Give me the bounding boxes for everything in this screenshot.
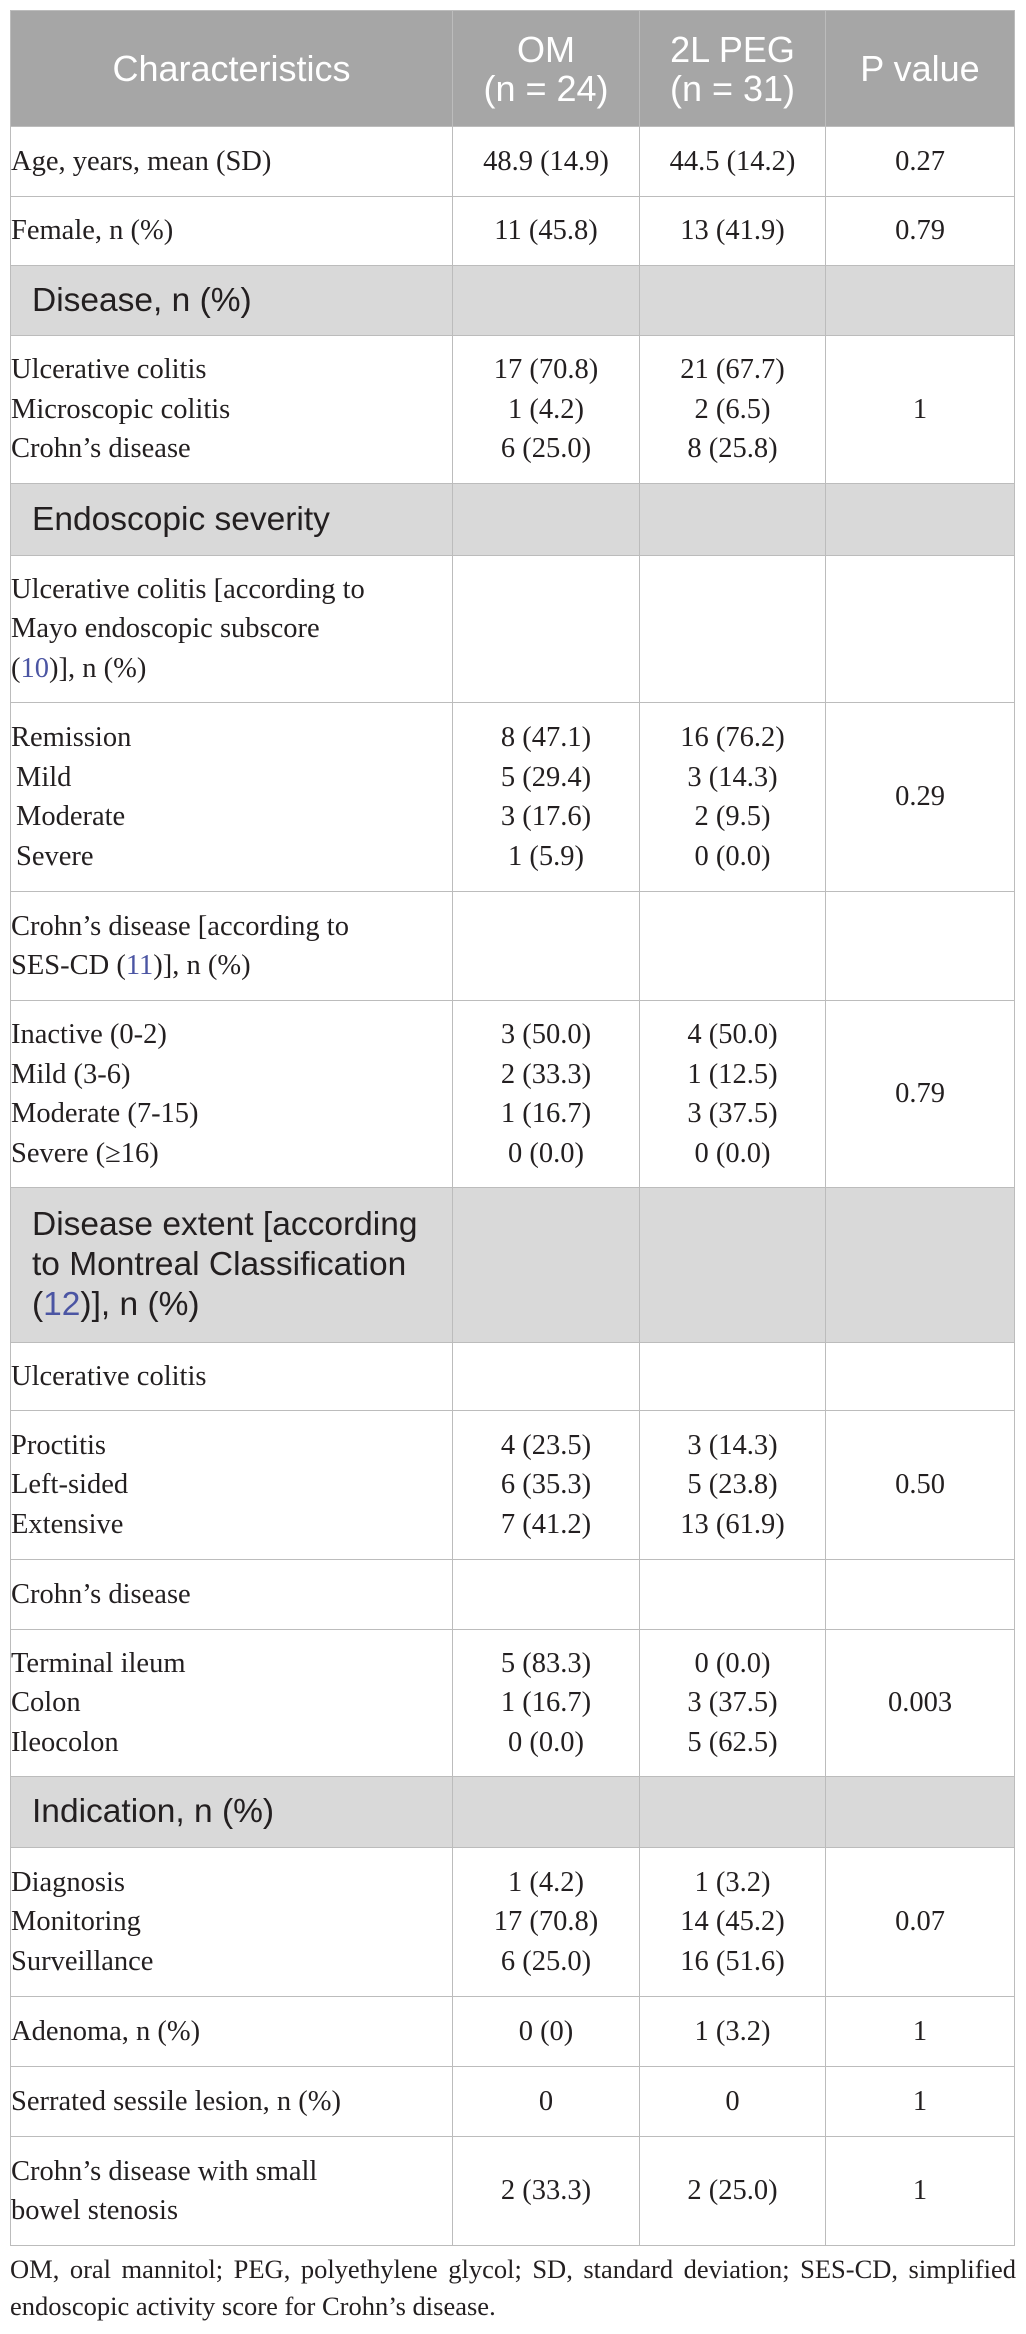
extent-cd-om-values xyxy=(453,1630,640,1777)
serrated-lesion-label: Serrated sessile lesion, n (%) xyxy=(11,2067,453,2137)
section-empty-cell xyxy=(826,266,1015,336)
list-item-label: Inactive (0-2) xyxy=(11,1019,167,1050)
list-item-label: Extensive xyxy=(11,1508,124,1540)
list-item-value: 4 (50.0) xyxy=(687,1019,778,1050)
empty-cell xyxy=(826,1560,1015,1630)
list-item-label: Proctitis xyxy=(11,1429,107,1461)
list-item-value: 1 (4.2) xyxy=(508,393,584,425)
female-row xyxy=(11,197,1015,266)
list-item-value: 5 (29.4) xyxy=(500,761,592,793)
list-item-value: 13 (61.9) xyxy=(680,1508,785,1540)
list-item-value: 5 (83.3) xyxy=(500,1647,592,1679)
section-empty-cell xyxy=(453,484,640,556)
uc-mayo-subheading-row xyxy=(11,556,1015,703)
age-peg-value: 44.5 (14.2) xyxy=(640,127,826,197)
empty-cell xyxy=(826,892,1015,1001)
list-item-value: 0 (0.0) xyxy=(508,1726,584,1758)
stenosis-om-value: 2 (33.3) xyxy=(453,2137,640,2246)
section-empty-cell xyxy=(826,1188,1015,1343)
list-item-value: 3 (14.3) xyxy=(687,1429,778,1461)
extent-uc-breakdown-row xyxy=(11,1411,1015,1560)
female-om-value: 11 (45.8) xyxy=(453,197,640,266)
empty-cell xyxy=(453,1343,640,1411)
adenoma-label: Adenoma, n (%) xyxy=(11,1997,453,2067)
empty-cell xyxy=(640,892,826,1001)
ref-suffix: )], n (%) xyxy=(49,652,147,684)
disease-section-row xyxy=(11,266,1015,336)
uc-mayo-om-values xyxy=(453,703,640,892)
citation-link: 11 xyxy=(125,950,154,981)
list-item-value: 1 (4.2) xyxy=(508,1866,584,1898)
extent-cd-peg-values xyxy=(640,1630,826,1777)
extent-cd-p-value: 0.003 xyxy=(826,1630,1015,1777)
list-item-label: Surveillance xyxy=(11,1945,154,1977)
list-item-label: Mild (3-6) xyxy=(11,1058,131,1090)
list-item-label: Monitoring xyxy=(11,1906,141,1938)
characteristics-table xyxy=(10,10,1015,2246)
extent-uc-om-values xyxy=(453,1411,640,1560)
empty-cell xyxy=(453,892,640,1001)
adenoma-peg-value: 1 (3.2) xyxy=(640,1997,826,2067)
disease-breakdown-row xyxy=(11,336,1015,484)
uc-mayo-breakdown-row xyxy=(11,703,1015,892)
indication-om-values xyxy=(453,1848,640,1997)
ref-suffix: )], n (%) xyxy=(153,950,251,981)
list-item-label: Terminal ileum xyxy=(11,1647,186,1679)
serrated-lesion-row xyxy=(11,2067,1015,2137)
list-item-value: 2 (9.5) xyxy=(694,801,771,832)
stenosis-p-value: 1 xyxy=(826,2137,1015,2246)
list-item-value: 3 (50.0) xyxy=(500,1019,592,1050)
section-empty-cell xyxy=(640,266,826,336)
list-item-value: 21 (67.7) xyxy=(680,354,785,386)
indication-p-value: 0.07 xyxy=(826,1848,1015,1997)
section-empty-cell xyxy=(453,1777,640,1848)
stenosis-label-line: Crohn’s disease with small xyxy=(11,2155,318,2187)
list-item-value: 3 (14.3) xyxy=(687,761,778,793)
citation-link: 10 xyxy=(20,652,49,684)
extent-uc-subheading: Ulcerative colitis xyxy=(11,1343,453,1411)
uc-mayo-label-line: Ulcerative colitis [according to xyxy=(11,573,365,605)
uc-mayo-label-line: Mayo endoscopic subscore xyxy=(11,613,320,645)
disease-peg-values xyxy=(640,336,826,484)
age-om-value: 48.9 (14.9) xyxy=(453,127,640,197)
disease-extent-heading-line: to Montreal Classification xyxy=(32,1246,407,1283)
header-characteristics: Characteristics xyxy=(11,11,453,127)
empty-cell xyxy=(640,1560,826,1630)
adenoma-row xyxy=(11,1997,1015,2067)
table-footnote xyxy=(10,2251,1016,2325)
list-item-value: 0 (0.0) xyxy=(508,1137,584,1169)
empty-cell xyxy=(826,556,1015,703)
list-item-value: 7 (41.2) xyxy=(500,1508,592,1540)
list-item-label: Ileocolon xyxy=(11,1726,119,1758)
list-item-value: 5 (62.5) xyxy=(687,1726,778,1758)
list-item-value: 8 (47.1) xyxy=(500,722,592,753)
cd-sescd-subheading-row xyxy=(11,892,1015,1001)
ref-prefix: ( xyxy=(32,1286,44,1323)
uc-mayo-subheading xyxy=(11,556,453,703)
extent-cd-subheading-row xyxy=(11,1560,1015,1630)
list-item-label: Crohn’s disease xyxy=(11,433,191,465)
uc-mayo-peg-values xyxy=(640,703,826,892)
adenoma-om-value: 0 (0) xyxy=(453,1997,640,2067)
age-row xyxy=(11,127,1015,197)
list-item-value: 0 (0.0) xyxy=(694,1137,771,1169)
extent-uc-labels xyxy=(11,1411,453,1560)
serrated-lesion-peg-value: 0 xyxy=(640,2067,826,2137)
extent-cd-subheading: Crohn’s disease xyxy=(11,1560,453,1630)
indication-section-row xyxy=(11,1777,1015,1848)
ref-suffix: )], n (%) xyxy=(80,1286,200,1323)
list-item-value: 2 (33.3) xyxy=(500,1058,592,1090)
extent-uc-subheading-row xyxy=(11,1343,1015,1411)
list-item-label: Severe xyxy=(16,840,94,872)
serrated-lesion-p-value: 1 xyxy=(826,2067,1015,2137)
header-row xyxy=(11,11,1015,127)
list-item-label: Severe (≥16) xyxy=(11,1137,159,1169)
list-item-value: 1 (5.9) xyxy=(508,840,584,872)
disease-om-values xyxy=(453,336,640,484)
empty-cell xyxy=(640,1343,826,1411)
cd-sescd-subheading xyxy=(11,892,453,1001)
endoscopic-severity-heading: Endoscopic severity xyxy=(11,484,453,556)
indication-labels xyxy=(11,1848,453,1997)
stenosis-peg-value: 2 (25.0) xyxy=(640,2137,826,2246)
list-item-value: 1 (16.7) xyxy=(500,1687,592,1719)
disease-extent-section-row xyxy=(11,1188,1015,1343)
cd-sescd-p-value: 0.79 xyxy=(826,1001,1015,1188)
list-item-value: 6 (25.0) xyxy=(500,1945,592,1977)
list-item-value: 0 (0.0) xyxy=(694,840,771,872)
empty-cell xyxy=(826,1343,1015,1411)
empty-cell xyxy=(640,556,826,703)
list-item-value: 16 (51.6) xyxy=(680,1945,785,1977)
section-empty-cell xyxy=(640,1188,826,1343)
list-item-value: 6 (35.3) xyxy=(500,1469,592,1501)
age-label: Age, years, mean (SD) xyxy=(11,127,453,197)
list-item-value: 6 (25.0) xyxy=(500,433,592,465)
section-empty-cell xyxy=(640,1777,826,1848)
uc-mayo-label-line xyxy=(11,649,452,689)
list-item-value: 14 (45.2) xyxy=(680,1906,785,1938)
header-om xyxy=(453,11,640,127)
footnote-line: endoscopic activity score for Crohn’s disease. xyxy=(10,2291,496,2321)
extent-uc-p-value: 0.50 xyxy=(826,1411,1015,1560)
citation-link: 12 xyxy=(43,1286,81,1323)
list-item-value: 3 (17.6) xyxy=(500,801,592,832)
disease-section-heading: Disease, n (%) xyxy=(11,266,453,336)
list-item-value: 4 (23.5) xyxy=(500,1429,592,1461)
list-item-value: 1 (16.7) xyxy=(500,1098,592,1129)
disease-type-labels xyxy=(11,336,453,484)
female-peg-value: 13 (41.9) xyxy=(640,197,826,266)
header-peg xyxy=(640,11,826,127)
section-empty-cell xyxy=(826,1777,1015,1848)
stenosis-label-line: bowel stenosis xyxy=(11,2195,179,2226)
list-item-label: Ulcerative colitis xyxy=(11,354,207,386)
list-item-label: Diagnosis xyxy=(11,1866,125,1898)
header-peg-n: (n = 31) xyxy=(669,67,796,109)
extent-cd-labels xyxy=(11,1630,453,1777)
cd-sescd-label-line: Crohn’s disease [according to xyxy=(11,910,349,942)
cd-sescd-peg-values xyxy=(640,1001,826,1188)
list-item-value: 8 (25.8) xyxy=(687,433,778,465)
cd-sescd-label-line xyxy=(11,946,452,986)
list-item-value: 1 (12.5) xyxy=(687,1058,778,1090)
footnote-line: OM, oral mannitol; PEG, polyethylene glycol; SD, standard deviation; SES-CD, simplified xyxy=(10,2254,1016,2284)
header-p-value: P value xyxy=(826,11,1015,127)
indication-peg-values xyxy=(640,1848,826,1997)
section-empty-cell xyxy=(453,266,640,336)
list-item-label: Moderate xyxy=(16,801,126,832)
list-item-value: 3 (37.5) xyxy=(687,1687,778,1719)
disease-extent-heading xyxy=(11,1188,453,1343)
header-om-name: OM xyxy=(517,28,575,70)
header-om-n: (n = 24) xyxy=(483,67,609,109)
list-item-value: 17 (70.8) xyxy=(493,1906,599,1938)
indication-breakdown-row xyxy=(11,1848,1015,1997)
list-item-value: 1 (3.2) xyxy=(694,1866,771,1898)
section-empty-cell xyxy=(640,484,826,556)
disease-p-value: 1 xyxy=(826,336,1015,484)
uc-mayo-p-value: 0.29 xyxy=(826,703,1015,892)
disease-extent-heading-line xyxy=(32,1285,452,1325)
list-item-label: Left-sided xyxy=(11,1469,129,1501)
stenosis-row xyxy=(11,2137,1015,2246)
female-p-value: 0.79 xyxy=(826,197,1015,266)
uc-mayo-labels xyxy=(11,703,453,892)
empty-cell xyxy=(453,556,640,703)
adenoma-p-value: 1 xyxy=(826,1997,1015,2067)
list-item-value: 5 (23.8) xyxy=(687,1469,778,1501)
list-item-label: Moderate (7-15) xyxy=(11,1098,199,1129)
empty-cell xyxy=(453,1560,640,1630)
section-empty-cell xyxy=(453,1188,640,1343)
extent-cd-breakdown-row xyxy=(11,1630,1015,1777)
cd-sescd-om-values xyxy=(453,1001,640,1188)
extent-uc-peg-values xyxy=(640,1411,826,1560)
list-item-label: Colon xyxy=(11,1687,81,1719)
cd-sescd-breakdown-row xyxy=(11,1001,1015,1188)
list-item-label: Remission xyxy=(11,722,132,753)
serrated-lesion-om-value: 0 xyxy=(453,2067,640,2137)
list-item-value: 17 (70.8) xyxy=(493,354,599,386)
ref-prefix: ( xyxy=(11,652,21,684)
endoscopic-severity-section-row xyxy=(11,484,1015,556)
list-item-value: 16 (76.2) xyxy=(680,722,785,753)
list-item-value: 3 (37.5) xyxy=(687,1098,778,1129)
stenosis-label xyxy=(11,2137,453,2246)
list-item-label: Mild xyxy=(16,761,72,793)
section-empty-cell xyxy=(826,484,1015,556)
list-item-value: 0 (0.0) xyxy=(694,1647,771,1679)
age-p-value: 0.27 xyxy=(826,127,1015,197)
ref-prefix: SES-CD ( xyxy=(11,950,126,981)
indication-heading: Indication, n (%) xyxy=(11,1777,453,1848)
disease-extent-heading-line: Disease extent [according xyxy=(32,1206,418,1243)
list-item-label: Microscopic colitis xyxy=(11,393,231,425)
header-peg-name: 2L PEG xyxy=(670,28,795,70)
list-item-value: 2 (6.5) xyxy=(694,393,771,425)
cd-sescd-labels xyxy=(11,1001,453,1188)
female-label: Female, n (%) xyxy=(11,197,453,266)
